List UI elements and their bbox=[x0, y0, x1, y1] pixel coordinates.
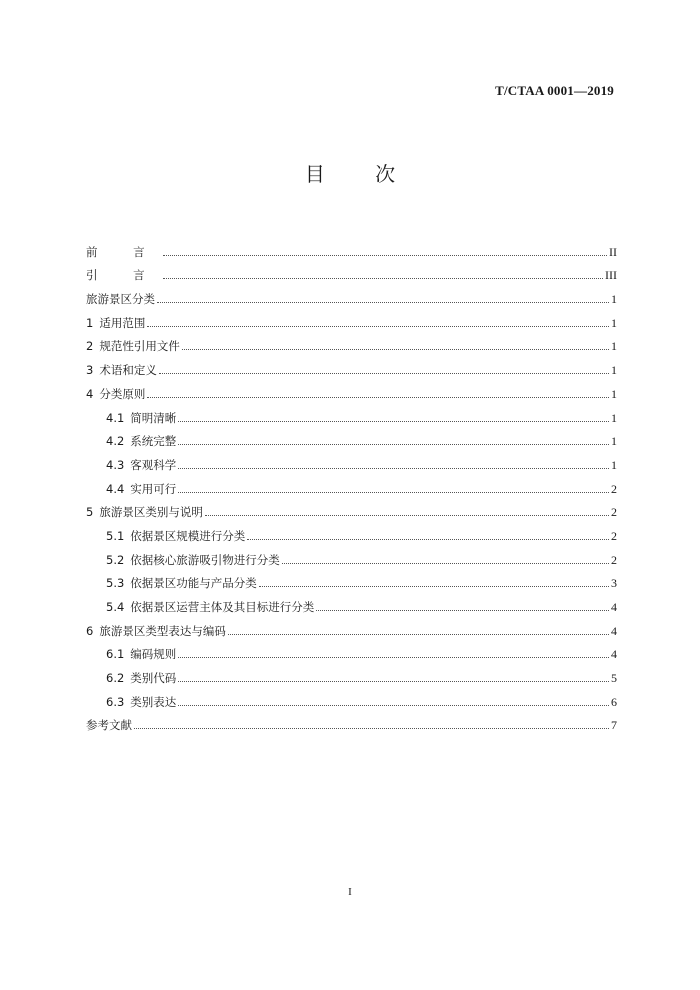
toc-entry-number: 5 bbox=[86, 505, 94, 520]
toc-entry-label bbox=[106, 576, 257, 590]
toc-entry-label bbox=[86, 245, 161, 259]
toc-leader-dots bbox=[147, 325, 609, 327]
toc-leader-dots bbox=[157, 301, 609, 303]
toc-entry-label bbox=[106, 482, 176, 496]
toc-entry-text: 规范性引用文件 bbox=[99, 339, 180, 354]
toc-entry-text: 参考文献 bbox=[86, 718, 132, 733]
toc-entry-text: 实用可行 bbox=[130, 481, 177, 496]
toc-entry-number: 5.4 bbox=[106, 600, 125, 614]
toc-entry-text: 分类原则 bbox=[99, 386, 146, 401]
toc-leader-dots bbox=[134, 727, 609, 729]
page-number: I bbox=[348, 886, 352, 898]
toc-entry-number: 4.1 bbox=[106, 410, 125, 425]
toc-entry-page: 4 bbox=[611, 623, 617, 638]
toc-leader-dots bbox=[178, 491, 609, 493]
toc-entry-label bbox=[106, 411, 176, 425]
toc-leader-dots bbox=[178, 680, 609, 682]
toc-entry-number: 5.1 bbox=[106, 528, 125, 543]
toc-entry[interactable] bbox=[86, 377, 617, 401]
toc-title-char-2: 次 bbox=[375, 162, 396, 186]
toc-entry-label bbox=[86, 363, 157, 377]
table-of-contents bbox=[86, 235, 617, 732]
toc-entry-number: 5.2 bbox=[106, 552, 125, 567]
toc-entry-page: 4 bbox=[611, 600, 617, 614]
toc-entry-label bbox=[106, 671, 176, 685]
toc-entry-page: II bbox=[609, 244, 617, 259]
toc-entry-page: 1 bbox=[611, 292, 617, 307]
toc-entry-page: 2 bbox=[611, 505, 617, 520]
toc-entry-number: 6.1 bbox=[106, 647, 125, 662]
toc-entry[interactable] bbox=[86, 330, 617, 354]
toc-entry-label bbox=[106, 695, 176, 709]
toc-entry[interactable] bbox=[86, 425, 617, 449]
toc-entry-number: 1 bbox=[86, 315, 94, 330]
toc-entry[interactable] bbox=[86, 590, 617, 614]
toc-leader-dots bbox=[147, 396, 609, 398]
toc-entry-label bbox=[86, 339, 180, 353]
toc-entry-page: 1 bbox=[611, 457, 617, 472]
toc-entry-page: 1 bbox=[611, 339, 617, 354]
toc-entry-text: 类别代码 bbox=[130, 671, 177, 686]
toc-title bbox=[0, 158, 700, 187]
toc-entry-number: 4.2 bbox=[106, 434, 125, 449]
toc-entry[interactable] bbox=[86, 472, 617, 496]
toc-entry-number: 4 bbox=[86, 386, 94, 401]
toc-entry-number: 6.3 bbox=[106, 694, 125, 709]
toc-entry-label bbox=[106, 458, 176, 472]
toc-entry-label bbox=[106, 434, 176, 448]
toc-leader-dots bbox=[163, 277, 603, 279]
toc-entry-label bbox=[106, 553, 280, 567]
toc-entry-text: 旅游景区类型表达与编码 bbox=[99, 623, 226, 638]
toc-entry-text: 适用范围 bbox=[99, 315, 146, 330]
toc-leader-dots bbox=[178, 656, 609, 658]
toc-entry[interactable] bbox=[86, 496, 617, 520]
toc-entry-page: 1 bbox=[611, 363, 617, 378]
toc-entry-page: III bbox=[605, 268, 617, 283]
toc-title-char-1: 目 bbox=[304, 162, 325, 186]
toc-entry-page: 3 bbox=[611, 576, 617, 591]
toc-entry-label bbox=[106, 529, 245, 543]
toc-leader-dots bbox=[282, 562, 609, 564]
toc-entry-text: 旅游景区类别与说明 bbox=[99, 505, 203, 520]
toc-entry-page: 5 bbox=[611, 671, 617, 686]
toc-entry-text: 简明清晰 bbox=[130, 410, 177, 425]
toc-leader-dots bbox=[228, 633, 609, 635]
toc-entry[interactable] bbox=[86, 235, 617, 259]
toc-entry-text: 依据景区运营主体及其目标进行分类 bbox=[130, 600, 315, 614]
toc-leader-dots bbox=[163, 254, 607, 256]
toc-entry-text: 前 言 bbox=[86, 244, 161, 259]
toc-entry-page: 2 bbox=[611, 528, 617, 543]
toc-entry-text: 编码规则 bbox=[130, 647, 177, 662]
toc-leader-dots bbox=[178, 443, 609, 445]
toc-entry-text: 系统完整 bbox=[130, 434, 177, 449]
toc-entry-page: 1 bbox=[611, 434, 617, 449]
document-code: T/CTAA 0001—2019 bbox=[495, 83, 614, 98]
toc-entry-number: 4.4 bbox=[106, 481, 125, 496]
toc-entry-page: 2 bbox=[611, 552, 617, 567]
toc-entry-page: 2 bbox=[611, 481, 617, 496]
toc-entry-text: 依据景区规模进行分类 bbox=[130, 528, 246, 543]
toc-entry-label bbox=[86, 505, 203, 519]
toc-entry-label bbox=[106, 600, 314, 614]
toc-leader-dots bbox=[178, 420, 609, 422]
toc-entry-page: 1 bbox=[611, 410, 617, 425]
toc-entry-number: 4.3 bbox=[106, 457, 125, 472]
toc-leader-dots bbox=[259, 585, 609, 587]
toc-entry[interactable] bbox=[86, 661, 617, 685]
toc-entry[interactable] bbox=[86, 401, 617, 425]
toc-entry-label bbox=[106, 647, 176, 661]
toc-entry-label bbox=[86, 316, 145, 330]
toc-entry[interactable] bbox=[86, 567, 617, 591]
toc-entry[interactable] bbox=[86, 259, 617, 283]
toc-entry-label bbox=[86, 292, 155, 306]
toc-entry[interactable] bbox=[86, 306, 617, 330]
toc-entry-number: 3 bbox=[86, 363, 94, 378]
toc-entry-page: 6 bbox=[611, 694, 617, 709]
toc-entry-page: 7 bbox=[611, 718, 617, 733]
toc-entry[interactable] bbox=[86, 353, 617, 377]
toc-leader-dots bbox=[205, 514, 609, 516]
toc-leader-dots bbox=[178, 704, 609, 706]
toc-entry[interactable] bbox=[86, 638, 617, 662]
toc-entry[interactable] bbox=[86, 448, 617, 472]
toc-leader-dots bbox=[159, 372, 609, 374]
toc-entry-page: 1 bbox=[611, 315, 617, 330]
toc-entry-label bbox=[86, 624, 226, 638]
toc-entry[interactable] bbox=[86, 685, 617, 709]
toc-entry-text: 客观科学 bbox=[130, 457, 177, 472]
toc-entry-number: 6 bbox=[86, 623, 94, 638]
toc-entry-number: 5.3 bbox=[106, 576, 125, 591]
toc-entry-label bbox=[86, 387, 145, 401]
toc-leader-dots bbox=[178, 467, 609, 469]
toc-entry-label bbox=[86, 268, 161, 282]
toc-entry-number: 2 bbox=[86, 339, 94, 354]
toc-entry[interactable] bbox=[86, 614, 617, 638]
toc-entry[interactable] bbox=[86, 519, 617, 543]
toc-entry-text: 依据核心旅游吸引物进行分类 bbox=[130, 552, 280, 567]
toc-entry-page: 4 bbox=[611, 647, 617, 662]
toc-entry-number: 6.2 bbox=[106, 671, 125, 686]
toc-leader-dots bbox=[182, 348, 609, 350]
toc-entry-text: 类别表达 bbox=[130, 694, 177, 709]
toc-entry-text: 旅游景区分类 bbox=[86, 292, 155, 307]
toc-entry-label bbox=[86, 718, 132, 732]
toc-leader-dots bbox=[316, 609, 609, 611]
toc-leader-dots bbox=[247, 538, 609, 540]
toc-entry-text: 引 言 bbox=[86, 268, 161, 283]
toc-entry-text: 术语和定义 bbox=[99, 363, 157, 378]
toc-entry[interactable] bbox=[86, 709, 617, 733]
toc-entry-text: 依据景区功能与产品分类 bbox=[130, 576, 257, 591]
toc-entry[interactable] bbox=[86, 282, 617, 306]
toc-entry[interactable] bbox=[86, 543, 617, 567]
toc-entry-page: 1 bbox=[611, 386, 617, 401]
